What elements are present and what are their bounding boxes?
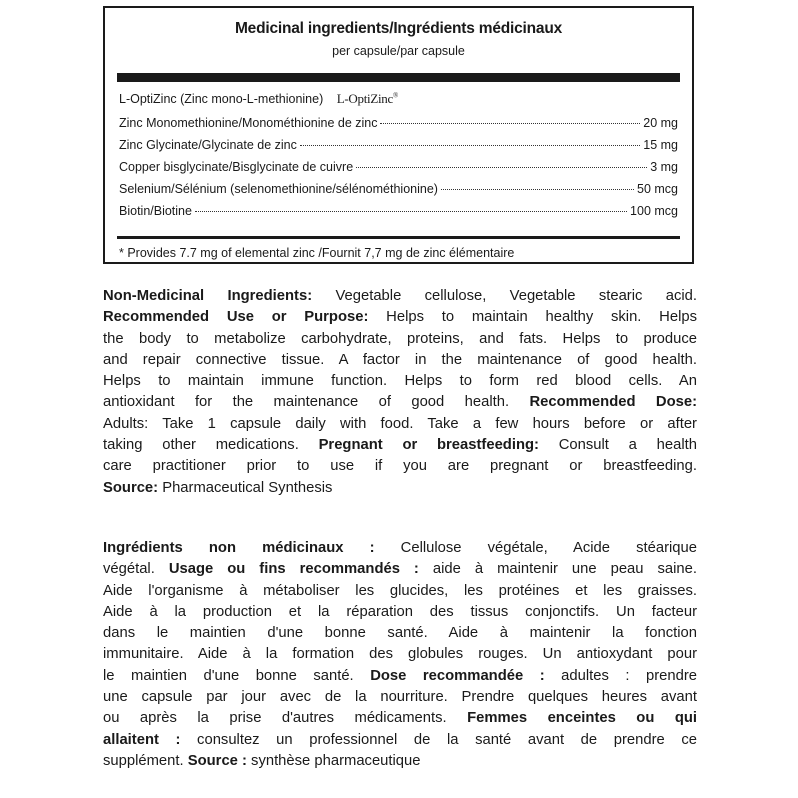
- panel-title: Medicinal ingredients/Ingrédients médicinaux: [234, 20, 563, 37]
- nmi-label: Non-Medicinal Ingredients:: [103, 288, 313, 304]
- dose-label: Recommended Dose:: [529, 394, 697, 411]
- ingredient-amount: 15 mg: [643, 138, 678, 152]
- pregnant-label-fr: Femmes enceintes ou qui: [467, 710, 698, 727]
- ingredient-amount: 20 mg: [643, 116, 678, 130]
- source-label: Source:: [103, 479, 159, 496]
- dose-label-fr: Dose recommandée :: [370, 667, 545, 684]
- pregnant-label-fr-2: allaitent :: [103, 731, 181, 748]
- dot-leader: [195, 211, 627, 212]
- ingredient-row: [119, 160, 678, 176]
- dot-leader: [300, 145, 640, 146]
- thick-divider: [117, 73, 680, 82]
- ingredient-name: Selenium/Sélénium (selenomethionine/sélénométhionine): [119, 182, 438, 196]
- ingredient-amount: 50 mcg: [637, 182, 678, 196]
- english-paragraph: Non-Medicinal Ingredients: Vegetable cellulose, Vegetable stearic acid. Recommended Use or Purpose: Helps to maintain healthy skin. Helps the body to metabolize carbohydrate, proteins, and fats. Helps to produce and repair connective tissue. A factor in the maintenance of good health. Helps to maintain immune function. Helps to form red blood cells. An antioxidant for the maintenance of good health. Recommended Dose: Adults: Take 1 capsule daily with food. Take a few hours before or after taking other medications. Pregnant or breastfeeding: Consult a health care practitioner prior to use if you are pregnant or breastfeeding. Source: Pharmaceutical Synthesis: [103, 288, 698, 496]
- use-label-fr: Usage ou fins recommandés :: [168, 561, 419, 578]
- pregnant-label: Pregnant or breastfeeding:: [318, 437, 539, 454]
- source-label-fr: Source :: [187, 752, 247, 769]
- french-paragraph: Ingrédients non médicinaux : Cellulose végétale, Acide stéarique végétal. Usage ou fins recommandés : aide à maintenir une peau saine. Aide l'organisme à métaboliser les glucides, les protéines et les graisses. Aide à la production et la réparation des tissus conjonctifs. Un facteur dans le maintien d'une bonne santé. Aide à maintenir la fonction immunitaire. Aide à la formation des globules rouges. Un antioxydant pour le maintien d'une bonne santé. Dose recommandée : adultes : prendre une capsule par jour avec de la nourriture. Prendre quelques heures avant ou après la prise d'autres médicaments. Femmes enceintes ou qui allaitent : consultez un professionnel de la santé avant de prendre ce supplément. Source : synthèse pharmaceutique: [103, 540, 698, 769]
- ingredient-row: [119, 138, 678, 154]
- medicinal-ingredients-panel: [103, 6, 694, 264]
- group-label-text: L-OptiZinc (Zinc mono-L-methionine): [119, 92, 324, 106]
- nmi-label-fr: Ingrédients non médicinaux :: [103, 540, 375, 556]
- ingredient-name: Zinc Monomethionine/Monométhionine de zinc: [119, 116, 378, 130]
- dot-leader: [356, 167, 647, 168]
- ingredient-row: [119, 182, 678, 198]
- ingredient-name: Biotin/Biotine: [119, 204, 192, 218]
- optizinc-group-label: [119, 91, 398, 107]
- ingredient-amount: 100 mcg: [630, 204, 678, 218]
- thin-divider: [117, 236, 680, 239]
- ingredient-name: Zinc Glycinate/Glycinate de zinc: [119, 138, 297, 152]
- optizinc-logo: L-OptiZinc®: [336, 91, 398, 106]
- dot-leader: [441, 189, 634, 190]
- ingredient-row: [119, 116, 678, 132]
- elemental-zinc-footnote: * Provides 7.7 mg of elemental zinc /Fournit 7,7 mg de zinc élémentaire: [119, 246, 515, 260]
- ingredient-row: [119, 204, 678, 220]
- ingredient-amount: 3 mg: [650, 160, 678, 174]
- ingredient-name: Copper bisglycinate/Bisglycinate de cuivre: [119, 160, 354, 174]
- use-label: Recommended Use or Purpose:: [103, 309, 369, 326]
- panel-subtitle: per capsule/par capsule: [332, 44, 465, 58]
- dot-leader: [380, 123, 640, 124]
